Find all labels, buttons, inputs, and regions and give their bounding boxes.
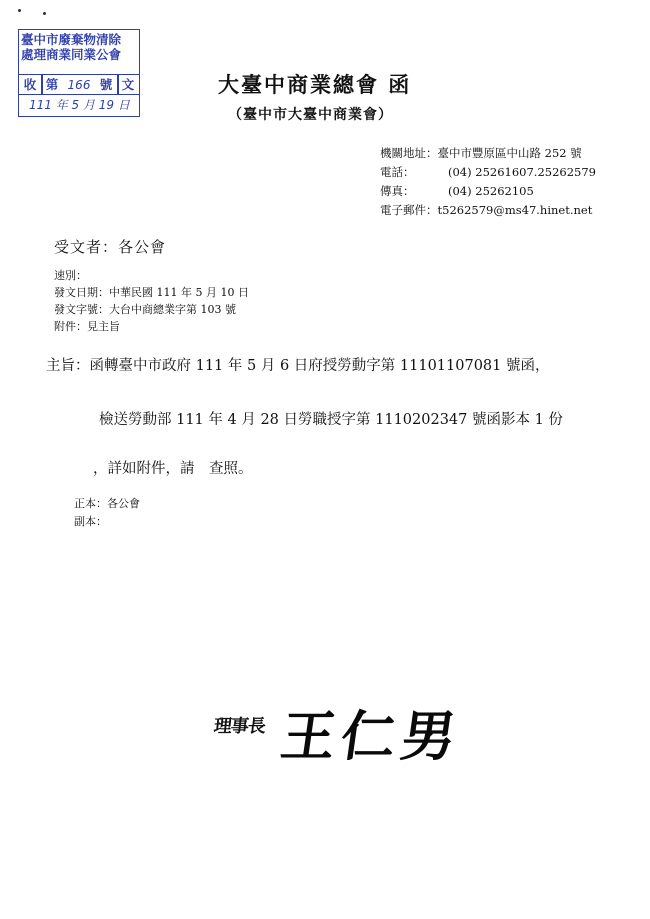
- contact-block: [380, 144, 596, 220]
- recipient: 受文者：各公會: [54, 238, 167, 256]
- carbon-copy: 副本：: [74, 515, 107, 528]
- main-copy: 正本：各公會: [74, 497, 140, 510]
- stamp-org-line2: 處理商業同業公會: [21, 47, 122, 62]
- phone-label: 電話：: [380, 165, 415, 179]
- reference-number: 發文字號：大台中商總業字第 103 號: [54, 303, 236, 316]
- attachment-field: 附件：見主旨: [54, 320, 120, 333]
- speed-field: 速別：: [54, 269, 87, 282]
- stamp-receive-label: 收: [23, 77, 37, 92]
- scan-speck: [43, 12, 46, 15]
- address-line: [380, 144, 596, 163]
- issue-meta: [54, 267, 249, 335]
- copies-block: [74, 495, 140, 531]
- stamp-date: 111 年 5 月 19 日: [29, 98, 130, 112]
- subject-line1: 主旨：函轉臺中市政府 111 年 5 月 6 日府授勞動字第 11101107081 號函，: [46, 358, 550, 374]
- subject-line2: 檢送勞動部 111 年 4 月 28 日勞職授字第 1110202347 號函影本 1 份: [99, 412, 563, 428]
- stamp-number: 166: [67, 78, 91, 92]
- address-value: 臺中市豐原區中山路 252 號: [437, 146, 582, 160]
- fax-line: [380, 182, 596, 201]
- signature-title: 理事長: [212, 716, 266, 737]
- phone-line: [380, 163, 596, 182]
- signature-name: 王仁男: [277, 705, 466, 768]
- receipt-stamp: [18, 29, 140, 117]
- email-line: [380, 201, 596, 220]
- email-value: t5262579@ms47.hinet.net: [437, 203, 593, 217]
- stamp-number-row: [19, 74, 139, 95]
- scan-speck: [18, 9, 21, 12]
- subject-line3: ，詳如附件，請 查照。: [93, 461, 253, 477]
- stamp-org: [21, 32, 121, 62]
- stamp-org-line1: 臺中市廢棄物清除: [21, 32, 122, 47]
- email-label: 電子郵件：: [380, 203, 438, 217]
- fax-value: (04) 25262105: [448, 184, 534, 198]
- stamp-hao-label: 號: [99, 77, 113, 92]
- address-label: 機關地址：: [380, 146, 438, 160]
- document-subtitle: （臺中市大臺中商業會）: [228, 107, 393, 123]
- fax-label: 傳真：: [380, 184, 415, 198]
- document-title: 大臺中商業總會 函: [218, 72, 412, 97]
- stamp-date-row: [19, 94, 139, 115]
- phone-value: (04) 25261607.25262579: [448, 165, 596, 179]
- stamp-wen-label: 文: [121, 77, 135, 92]
- stamp-no-label: 第: [45, 77, 59, 92]
- issue-date: 發文日期：中華民國 111 年 5 月 10 日: [54, 286, 249, 299]
